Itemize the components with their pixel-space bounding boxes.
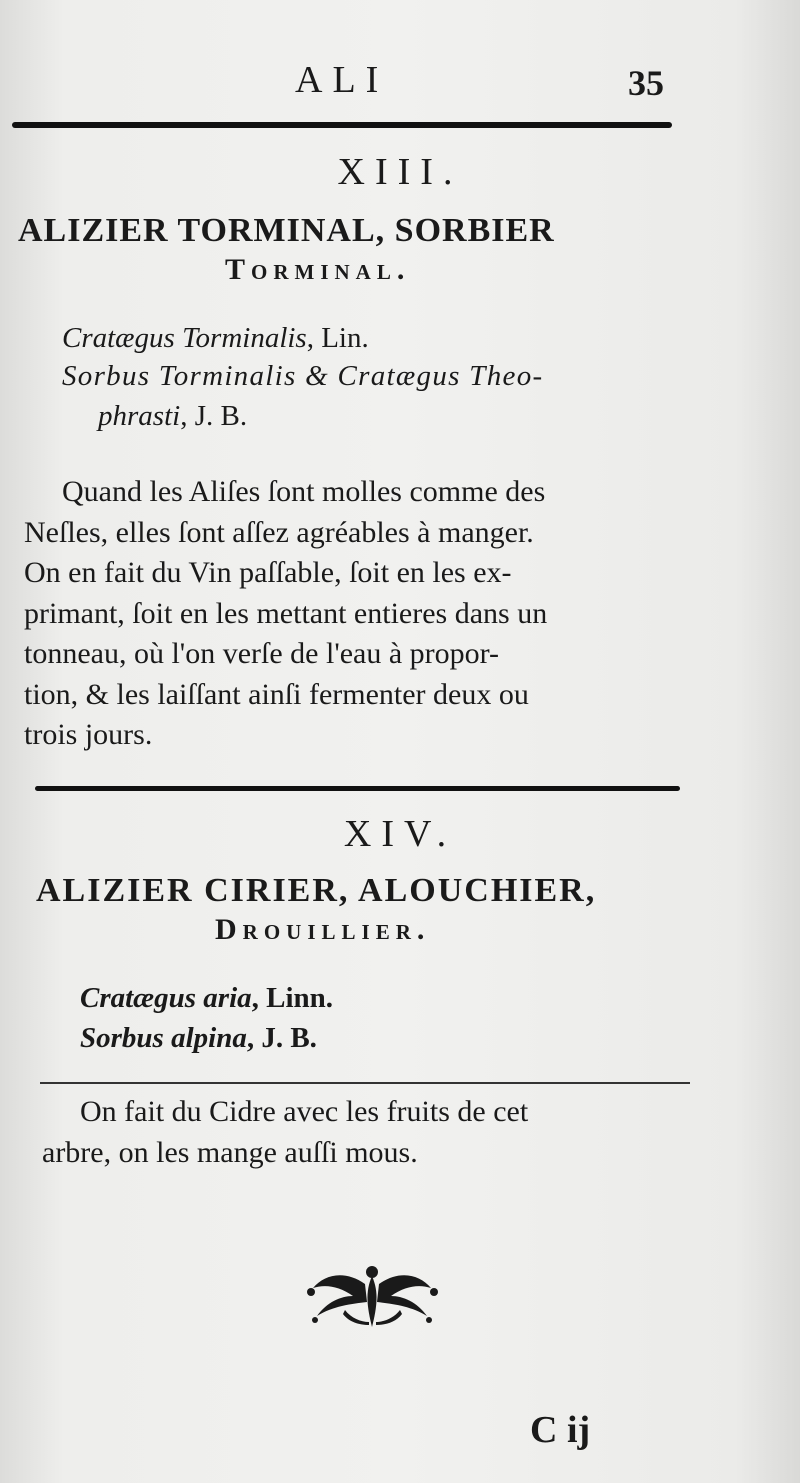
synonym-italic: Cratægus aria: [80, 982, 252, 1014]
running-head-title: ALI: [295, 59, 389, 101]
paragraph-line: primant, ſoit en les mettant entieres dans un: [24, 596, 548, 630]
synonym-line: [62, 360, 543, 393]
entry-subheading: Drouillier.: [215, 913, 431, 946]
synonym-line: [62, 322, 369, 355]
entry-numeral: XIII.: [337, 151, 463, 193]
paragraph-line: trois jours.: [24, 718, 153, 751]
section-rule: [35, 786, 680, 791]
fleuron-ornament-icon: [305, 1262, 440, 1332]
synonym-italic: phrasti: [98, 400, 181, 432]
entry-heading: ALIZIER TORMINAL, SORBIER: [18, 212, 555, 249]
signature-mark: C ij: [530, 1409, 591, 1451]
synonym-roman: , J. B.: [246, 1022, 317, 1054]
head-rule: [12, 122, 672, 128]
section-rule: [40, 1082, 690, 1084]
entry-numeral: XIV.: [343, 813, 457, 855]
entry-paragraph: [24, 472, 686, 756]
synonym-roman: , Lin.: [306, 322, 369, 354]
synonym-italic: Cratægus Torminalis: [62, 322, 307, 354]
paragraph-line: On en fait du Vin paſſable, ſoit en les ex-: [24, 556, 512, 589]
paragraph-line: tonneau, où l'on verſe de l'eau à propor-: [24, 637, 500, 670]
synonym-italic: Sorbus Torminalis & Cratægus Theo-: [62, 360, 544, 392]
entry-paragraph: [42, 1092, 694, 1173]
page-number: 35: [628, 63, 664, 103]
paragraph-line: tion, & les laiſſant ainſi fermenter deux ou: [24, 677, 529, 711]
entry-heading: ALIZIER CIRIER, ALOUCHIER,: [36, 872, 597, 909]
running-head: [0, 58, 800, 108]
paragraph-line: On fait du Cidre avec les fruits de cet: [80, 1095, 529, 1128]
paragraph-line: arbre, on les mange auſſi mous.: [42, 1135, 418, 1169]
synonym-roman: , J. B.: [180, 400, 248, 432]
entry-subheading: Torminal.: [225, 253, 411, 286]
synonym-line: [98, 400, 247, 433]
synonym-roman: , Linn.: [251, 982, 334, 1014]
synonym-italic: Sorbus alpina: [80, 1022, 247, 1054]
paragraph-line: Quand les Aliſes ſont molles comme des: [62, 475, 546, 508]
paragraph-line: Neſles, elles ſont aſſez agréables à manger.: [24, 515, 534, 549]
synonym-line: [80, 1022, 317, 1055]
synonym-line: [80, 982, 333, 1015]
